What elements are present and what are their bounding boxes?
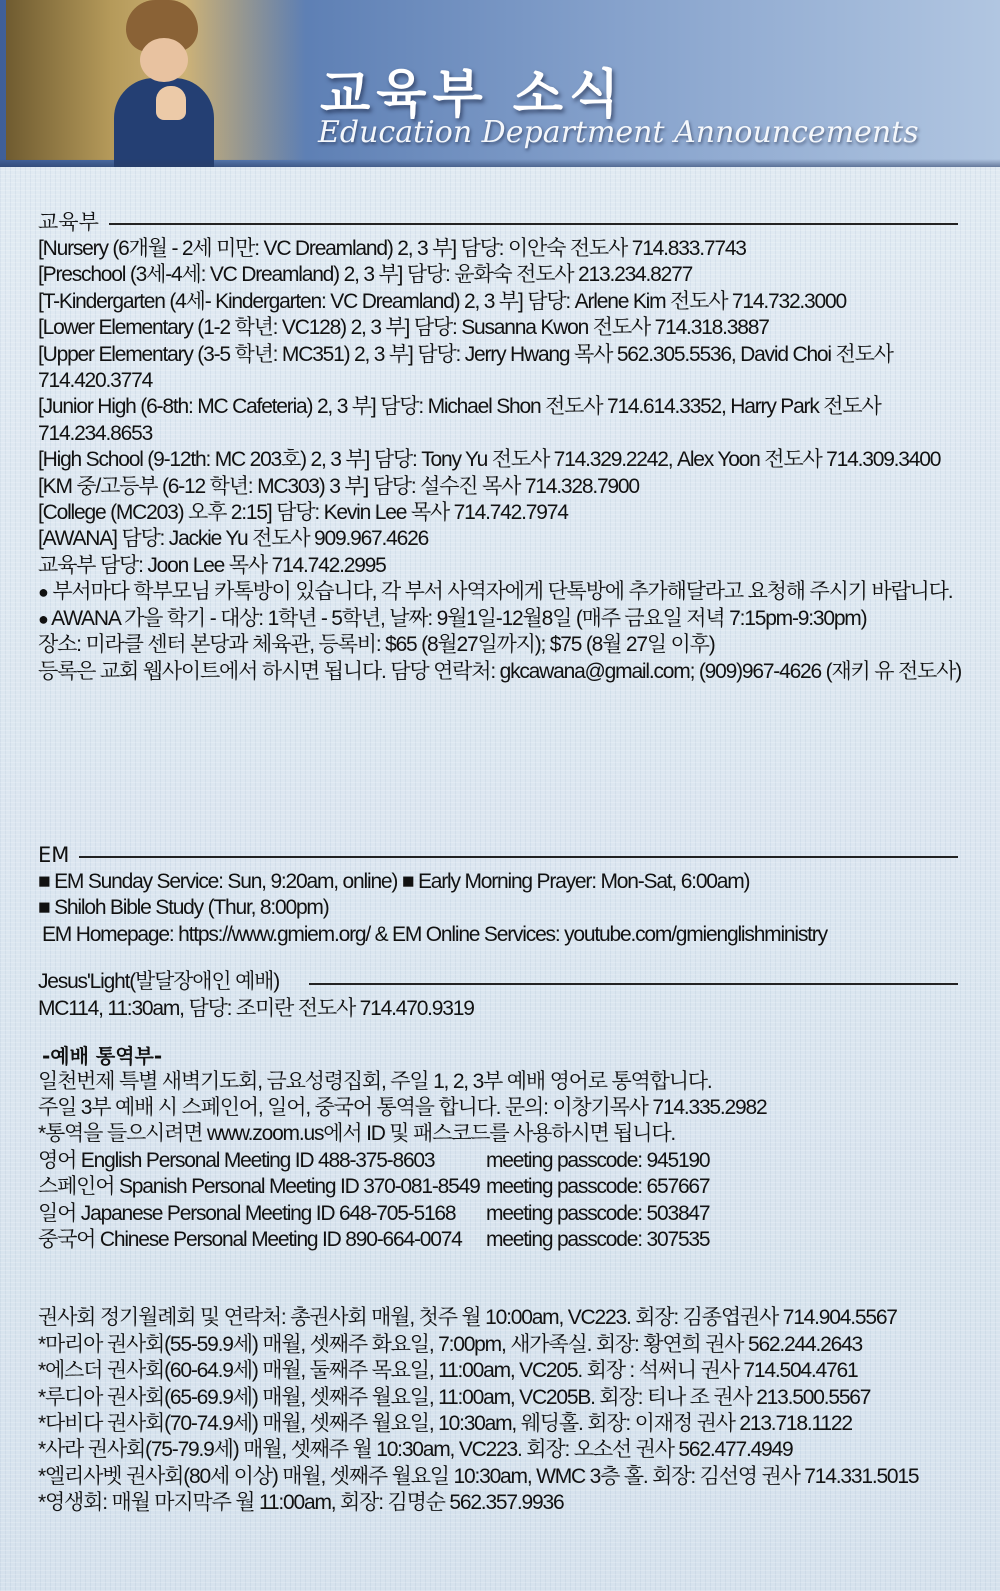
- awana-line: 장소: 미라클 센터 본당과 체육관, 등록비: $65 (8월27일까지); $75 (8월 27일 이후): [38, 633, 715, 657]
- meeting-row: [38, 1148, 958, 1174]
- education-note: ● 부서마다 학부모님 카톡방이 있습니다, 각 부서 사역자에게 단톡방에 추가해달라고 요청해 주시기 바랍니다.: [38, 580, 953, 604]
- deaconess-line: *사라 권사회(75-79.9세) 매월, 셋째주 월 10:30am, VC223. 회장: 오소선 권사 562.477.4949: [38, 1438, 793, 1462]
- content-area: [38, 208, 962, 1517]
- education-line: [AWANA] 담당: Jackie Yu 전도사 909.967.4626: [38, 527, 429, 551]
- education-line: [College (MC203) 오후 2:15] 담당: Kevin Lee 목사 714.742.7974: [38, 501, 568, 525]
- heading-rule: [309, 983, 958, 985]
- heading-rule: [109, 223, 958, 225]
- page-title-korean: 교육부 소식: [320, 65, 626, 125]
- deaconess-line: *에스더 권사회(60-64.9세) 매월, 둘째주 목요일, 11:00am, VC205. 회장 : 석써니 권사 714.504.4761: [38, 1359, 858, 1383]
- em-section-heading: [38, 841, 958, 869]
- education-line: [Nursery (6개월 - 2세 미만: VC Dreamland) 2, 3 부] 담당: 이안숙 전도사 714.833.7743: [38, 237, 746, 260]
- education-line: [Preschool (3세-4세: VC Dreamland) 2, 3 부] 담당: 윤화숙 전도사 213.234.8277: [38, 263, 693, 287]
- deaconess-line: *다비다 권사회(70-74.9세) 매월, 셋째주 월요일, 10:30am, 웨딩홀. 회장: 이재정 권사 213.718.1122: [38, 1412, 852, 1435]
- square-bullet-icon: ■: [38, 869, 50, 893]
- page-title-english: Education Department Announcements: [318, 115, 919, 150]
- deaconess-line: *마리아 권사회(55-59.9세) 매월, 셋째주 화요일, 7:00pm, 새가족실. 회장: 황연희 권사 562.244.2643: [38, 1332, 863, 1356]
- education-line: [Upper Elementary (3-5 학년: MC351) 2, 3 부] 담당: Jerry Hwang 목사 562.305.5536, David Choi 전도사: [38, 342, 893, 366]
- jesus-light-line: MC114, 11:30am, 담당: 조미란 전도사 714.470.9319: [38, 997, 474, 1021]
- meeting-passcode: meeting passcode: 657667: [486, 1175, 710, 1199]
- education-line: 교육부 담당: Joon Lee 목사 714.742.2995: [38, 553, 386, 577]
- interpretation-line: 주일 3부 예배 시 스페인어, 일어, 중국어 통역을 합니다. 문의: 이창기목사 714.335.2982: [38, 1095, 767, 1119]
- interpretation-heading: -예배 통역부-: [42, 1043, 163, 1068]
- bullet-circle-icon: ●: [38, 608, 48, 629]
- meeting-id: 일어 Japanese Personal Meeting ID 648-705-5168: [38, 1201, 456, 1225]
- awana-line: 등록은 교회 웹사이트에서 하시면 됩니다. 담당 연락처: gkcawana@gmail.com; (909)967-4626 (재키 유 전도사): [38, 659, 962, 683]
- em-heading-text: EM: [38, 842, 70, 867]
- praying-child-photo: [6, 0, 306, 160]
- education-line: 714.420.3774: [38, 369, 153, 393]
- deaconess-line: *루디아 권사회(65-69.9세) 매월, 셋째주 월요일, 11:00am, VC205B. 회장: 티나 조 권사 213.500.5567: [38, 1385, 871, 1409]
- deaconess-line: *엘리사벳 권사회(80세 이상) 매월, 셋째주 월요일 10:30am, WMC 3층 홀. 회장: 김선영 권사 714.331.5015: [38, 1464, 919, 1488]
- heading-rule: [79, 856, 958, 858]
- meeting-row: [38, 1227, 958, 1253]
- education-note: ● AWANA 가을 학기 - 대상: 1학년 - 5학년, 날짜: 9월1일-12월8일 (매주 금요일 저녁 7:15pm-9:30pm): [38, 606, 867, 630]
- em-shiloh-line: ■ Shiloh Bible Study (Thur, 8:00pm): [38, 896, 329, 920]
- education-section-heading: [38, 208, 958, 236]
- education-line: [T-Kindergarten (4세- Kindergarten: VC Dreamland) 2, 3 부] 담당: Arlene Kim 전도사 714.732.3000: [38, 289, 846, 313]
- meeting-passcode: meeting passcode: 307535: [486, 1227, 710, 1251]
- em-services-line: ■ EM Sunday Service: Sun, 9:20am, online) ■ Early Morning Prayer: Mon-Sat, 6:00am): [38, 869, 750, 893]
- interpretation-line: 일천번제 특별 새벽기도회, 금요성령집회, 주일 1, 2, 3부 예배 영어로 통역합니다.: [38, 1069, 712, 1093]
- meeting-passcode: meeting passcode: 945190: [486, 1148, 710, 1172]
- em-links-line: EM Homepage: https://www.gmiem.org/ & EM Online Services: youtube.com/gmienglishministry: [42, 922, 827, 946]
- education-line: [Junior High (6-8th: MC Cafeteria) 2, 3 부] 담당: Michael Shon 전도사 714.614.3352, Harry Park 전도사: [38, 395, 881, 419]
- square-bullet-icon: ■: [401, 869, 414, 893]
- jesus-light-heading: [38, 968, 958, 996]
- deaconess-line: *영생회: 매월 마지막주 월 11:00am, 회장: 김명순 562.357.9936: [38, 1491, 564, 1515]
- education-line: [High School (9-12th: MC 203호) 2, 3 부] 담당: Tony Yu 전도사 714.329.2242, Alex Yoon 전도사 714.309.3400: [38, 448, 941, 472]
- education-heading-text: 교육부: [38, 210, 99, 234]
- square-bullet-icon: ■: [38, 896, 50, 920]
- meeting-row: [38, 1201, 958, 1227]
- meeting-passcode: meeting passcode: 503847: [486, 1201, 710, 1225]
- jesus-light-heading-text: Jesus'Light(발달장애인 예배): [38, 969, 280, 993]
- education-department-list: [38, 236, 962, 685]
- education-line: [Lower Elementary (1-2 학년: VC128) 2, 3 부] 담당: Susanna Kwon 전도사 714.318.3887: [38, 316, 769, 340]
- education-line: 714.234.8653: [38, 421, 153, 445]
- education-line: [KM 중/고등부 (6-12 학년: MC303) 3 부] 담당: 설수진 목사 714.328.7900: [38, 474, 639, 498]
- meeting-id: 중국어 Chinese Personal Meeting ID 890-664-0074: [38, 1227, 462, 1251]
- bullet-circle-icon: ●: [38, 582, 48, 603]
- interpretation-line: *통역을 들으시려면 www.zoom.us에서 ID 및 패스코드를 사용하시면 됩니다.: [38, 1122, 676, 1146]
- header-banner: [0, 0, 1000, 167]
- deaconess-list: [38, 1305, 958, 1516]
- deaconess-line: 권사회 정기월례회 및 연락처: 총권사회 매월, 첫주 월 10:00am, VC223. 회장: 김종엽권사 714.904.5567: [38, 1306, 897, 1330]
- meeting-id: 영어 English Personal Meeting ID 488-375-8603: [38, 1148, 435, 1172]
- meeting-row: [38, 1174, 958, 1200]
- meeting-id: 스페인어 Spanish Personal Meeting ID 370-081-8549: [38, 1175, 480, 1199]
